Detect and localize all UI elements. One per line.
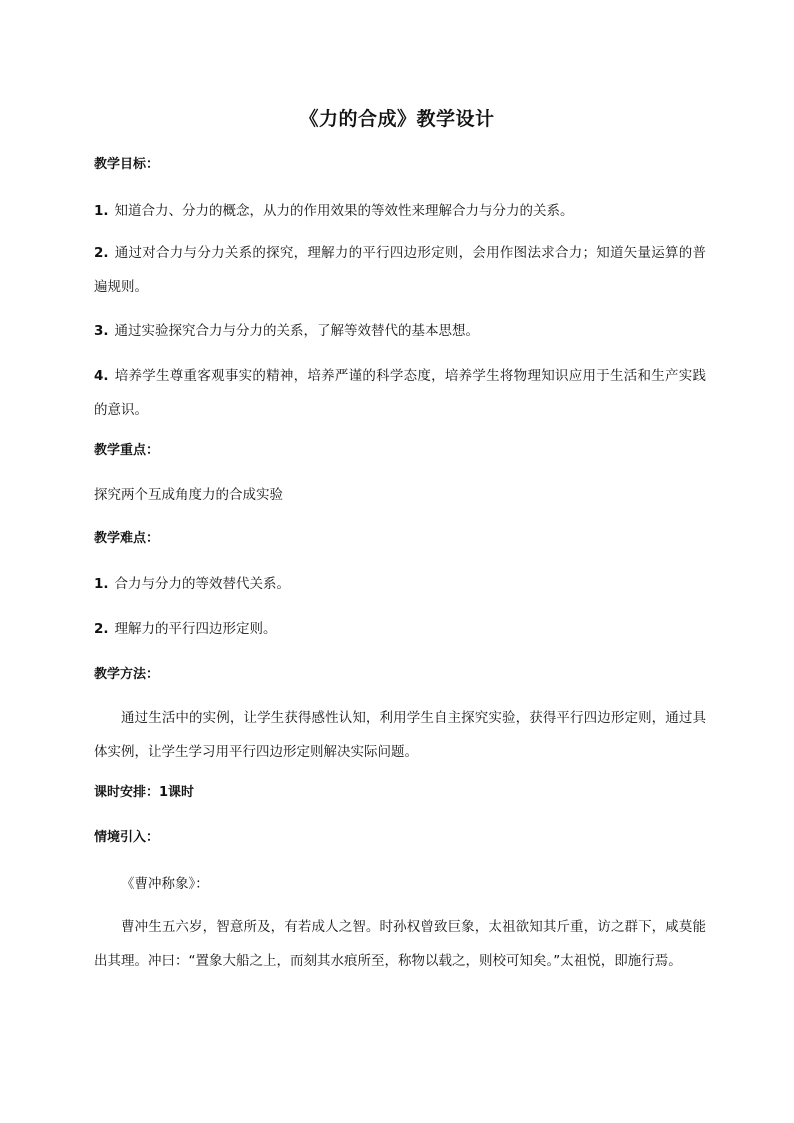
objectives-heading: 教学目标：: [94, 157, 160, 172]
objective-text: 通过实验探究合力与分力的关系，了解等效替代的基本思想。: [114, 323, 480, 339]
key-points-text: 探究两个互成角度力的合成实验: [94, 487, 283, 503]
methods-heading: 教学方法：: [94, 667, 160, 682]
objective-item-4: [94, 359, 706, 427]
objective-item-3: [94, 316, 714, 346]
schedule-line: [94, 778, 714, 808]
difficulties-heading: 教学难点：: [94, 531, 160, 546]
document-title: 《力的合成》教学设计: [299, 108, 495, 130]
objective-text: 知道合力、分力的概念，从力的作用效果的等效性来理解合力与分力的关系。: [114, 203, 574, 219]
story-text: 曹冲生五六岁，智意所及，有若成人之智。时孙权曾致巨象，太祖欲知其斤重，访之群下，咸莫能出其理。冲曰：“置象大船之上，而刻其水痕所至，称物以载之，则校可知矣。”太祖悦，即施行焉。: [94, 919, 706, 969]
schedule-value: 1课时: [159, 785, 195, 800]
objective-number: 4.: [94, 368, 109, 384]
objective-item-1: [94, 196, 714, 226]
methods-text: 通过生活中的实例，让学生获得感性认知，利用学生自主探究实验，获得平行四边形定则，通过具体实例，让学生学习用平行四边形定则解决实际问题。: [94, 710, 706, 760]
story-title: 《曹冲称象》：: [121, 876, 209, 892]
difficulty-number: 1.: [94, 576, 109, 592]
objective-item-2: [94, 236, 706, 304]
objective-number: 3.: [94, 323, 109, 339]
difficulty-text: 合力与分力的等效替代关系。: [114, 576, 291, 592]
key-points-heading: 教学重点：: [94, 443, 160, 458]
difficulty-item-2: [94, 614, 714, 644]
difficulty-text: 理解力的平行四边形定则。: [114, 621, 277, 637]
objective-text: 培养学生尊重客观事实的精神，培养严谨的科学态度，培养学生将物理知识应用于生活和生产实践的意识。: [94, 368, 706, 418]
schedule-label: 课时安排：: [94, 785, 160, 800]
difficulty-item-1: [94, 569, 714, 599]
difficulty-number: 2.: [94, 621, 109, 637]
objective-number: 2.: [94, 245, 109, 261]
objective-text: 通过对合力与分力关系的探究，理解力的平行四边形定则，会用作图法求合力；知道矢量运算的普遍规则。: [94, 245, 706, 295]
objective-number: 1.: [94, 203, 109, 219]
intro-heading: 情境引入：: [94, 830, 160, 845]
